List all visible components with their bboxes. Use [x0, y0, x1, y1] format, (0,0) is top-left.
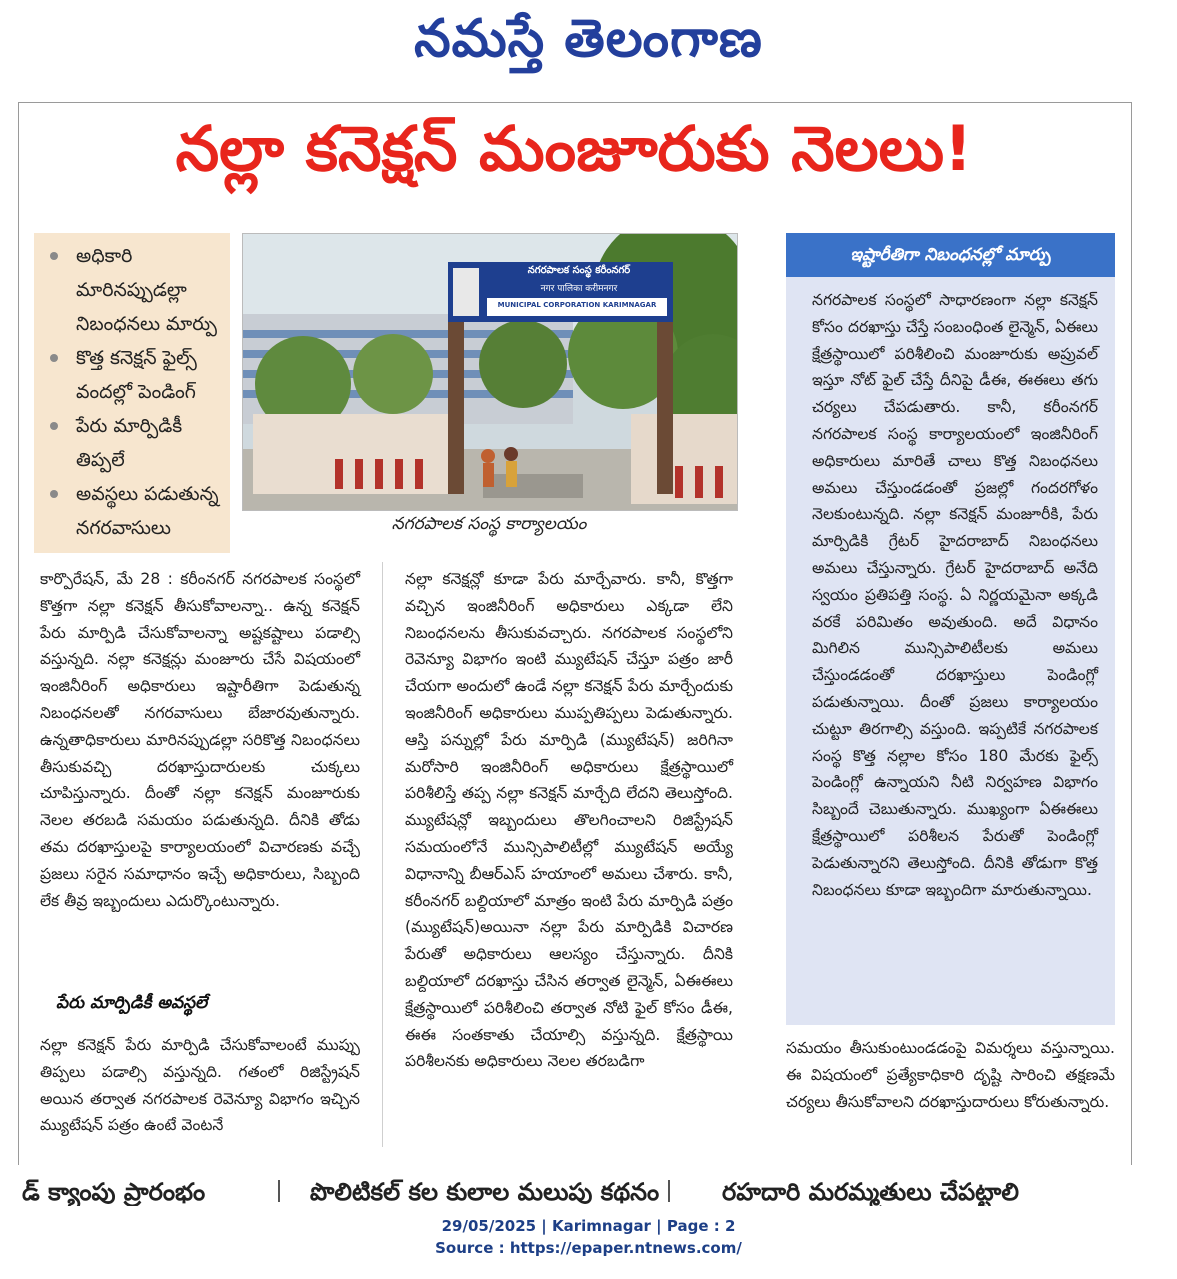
- municipal-office-photo: [242, 233, 738, 511]
- footer: [0, 1215, 1177, 1259]
- strip-headline: రహదారి మరమ్మతులు చేపట్టాలి: [722, 1178, 1020, 1206]
- strip-headline: పొలిటికల్ కల కులాల మలుపు కథనం: [310, 1178, 660, 1206]
- article-column-2: [405, 566, 733, 1075]
- headline: నల్లా కనెక్షన్ మంజూరుకు నెలలు!: [175, 112, 973, 185]
- sign-hindi: नगर पालिका करीमनगर: [540, 284, 618, 294]
- sidebar-paragraph: నగరపాలక సంస్థలో సాధారణంగా నల్లా కనెక్షన్ కోసం దరఖాస్తు చేస్తే సంబంధింత లైన్మెన్, ఏఈలు క్షేత్రస్థాయిలో పరిశీలించి మంజూరుకు అప్రువల్ ఇస్తూ నోట్ ఫైల్ చేస్తే దీనిపై డీఈ, ఈఈలు తగు చర్యలు చేపడుతారు. కానీ, కరీంనగర్ నగరపాలక సంస్థ కార్యాలయంలో ఇంజినీరింగ్ అధికారులు మారితే చాలు కొత్త నిబంధనలు అమలు చేస్తుండడంతో ప్రజల్లో గందరగోళం నెలకుంటున్నది. నల్లా కనెక్షన్ మంజూరీకి, పేరు మార్పిడికి గ్రేటర్ హైదరాబాద్ నిబంధనలు అమలు చేస్తున్నారు. గ్రేటర్ హైదరాబాద్ అనేది స్వయం ప్రతిపత్తి సంస్థ. ఏ నిర్ణయమైనా అక్కడి వరకే పరిమితం అవుతుంది. అదే విధానం మిగిలిన మున్సిపాలిటీలకు అమలు చేస్తుండడంతో దరఖాస్తులు పెండింగ్లో పడుతున్నాయి. దీంతో ప్రజలు కార్యాలయం చుట్టూ తిరగాల్సి వస్తుంది. ఇప్పటికే నగరపాలక సంస్థ కొత్త నల్లాల కోసం 180 మేరకు ఫైల్స్ పెండింగ్లో ఉన్నాయని నీటి నిర్వహణ విభాగం సిబ్బందే చెబుతున్నారు. ముఖ్యంగా ఏఈఈలు క్షేత్రస్థాయిలో పరిశీలన పేరుతో పెండింగ్లో పెడుతున్నారని తెలుస్తోంది. దీనికి తోడుగా కొత్త నిబంధనలు కూడా ఇబ్బందిగా మారుతున్నాయి.: [812, 291, 1098, 899]
- article-subheading: పేరు మార్పిడికీ అవస్థలే: [56, 993, 208, 1013]
- sign-english: MUNICIPAL CORPORATION KARIMNAGAR: [497, 301, 657, 309]
- sidebar-title: ఇష్టారీతిగా నిబంధనల్లో మార్పు: [786, 233, 1115, 277]
- sign-telugu: నగరపాలక సంస్థ కరీంనగర్: [527, 265, 631, 276]
- masthead-logo: నమస్తే తెలంగాణ: [414, 8, 763, 69]
- article-paragraph: సమయం తీసుకుంటుండడంపై విమర్శలు వస్తున్నాయి. ఈ విషయంలో ప్రత్యేకాధికారి దృష్టి సారించి తక్షణమే చర్యలు తీసుకోవాలని దరఖాస్తుదారులు కోరుతున్నారు.: [786, 1039, 1115, 1111]
- bullet-icon: [50, 354, 58, 362]
- article-column-3-continued: [786, 1035, 1115, 1115]
- bullet-icon: [50, 252, 58, 260]
- photo-caption: నగరపాలక సంస్థ కార్యాలయం: [391, 514, 587, 534]
- bullet-icon: [50, 490, 58, 498]
- highlight-item: కొత్త కనెక్షన్ ఫైల్స్ వందల్లో పెండింగ్: [44, 341, 226, 409]
- next-stories-strip: [0, 1178, 1177, 1206]
- article-paragraph: నల్లా కనెక్షన్లో కూడా పేరు మార్చేవారు. కానీ, కొత్తగా వచ్చిన ఇంజినీరింగ్ అధికారులు ఎక్కడా లేని నిబంధనలను తీసుకువచ్చారు. నగరపాలక సంస్థలోని రెవెన్యూ విభాగం ఇంటి మ్యుటేషన్ చేస్తూ పత్రం జారీ చేయగా అందులో ఉండే నల్లా కనెక్షన్ పేరు మార్చేందుకు ఇంజినీరింగ్ అధికారులు ముప్పతిప్పలు పెడుతున్నారు. ఆస్తి పన్నుల్లో పేరు మార్పిడి (మ్యుటేషన్) జరిగినా మరోసారి ఇంజినీరింగ్ అధికారులు క్షేత్రస్థాయిలో పరిశీలిస్తే తప్ప నల్లా కనెక్షన్ మార్చేది లేదని తెలుస్తోంది. మ్యుటేషన్లో ఇబ్బందులు తొలగించాలని రిజిస్ట్రేషన్ సమయంలోనే మున్సిపాలిటీల్లో మ్యుటేషన్ అయ్యే విధానాన్ని బీఆర్ఎస్ హయాంలో అమలు చేశారు. కానీ, కరీంనగర్ బల్దియాలో మాత్రం ఇంటి పేరు మార్పిడి పత్రం (మ్యుటేషన్)అయినా నల్లా పేరు మార్పిడికి విచారణ పేరుతో అధికారులు ఆలస్యం చేస్తున్నారు. దీనికి బల్దియాలో దరఖాస్తు చేసిన తర్వాత లైన్మెన్, ఏఈఈలు క్షేత్రస్థాయిలో పరిశీలించి తర్వాత నోటి ఫైల్ కోసం డీఈ, ఈఈ సంతకాతు చేయాల్సి వస్తున్నది. క్షేత్రస్థాయి పరిశీలనకు అధికారులు నెలల తరబడిగా: [405, 570, 733, 1071]
- highlight-item: అధికారి మారినప్పుడల్లా నిబంధనలు మార్పు: [44, 239, 226, 341]
- article-column-1-continued: [40, 1032, 360, 1139]
- strip-separator: [668, 1180, 670, 1202]
- article-column-1: [40, 566, 360, 914]
- article-paragraph: కార్పొరేషన్, మే 28 : కరీంనగర్ నగరపాలక సంస్థలో కొత్తగా నల్లా కనెక్షన్ తీసుకోవాలన్నా.. ఉన్న కనెక్షన్ పేరు మార్పిడి చేసుకోవాలన్నా అష్టకష్టాలు పడాల్సి వస్తున్నది. నల్లా కనెక్షన్లు మంజూరు చేసే విషయంలో ఇంజినీరింగ్ అధికారులు ఇష్టారీతిగా పెడుతున్న నిబంధనలతో నగరవాసులు బేజారవుతున్నారు. ఉన్నతాధికారులు మారినప్పుడల్లా సరికొత్త నిబంధనలు తీసుకువచ్చి దరఖాస్తుదారులకు చుక్కలు చూపిస్తున్నారు. దీంతో నల్లా కనెక్షన్ మంజూరుకు నెలల తరబడి సమయం పడుతున్నది. దీనికి తోడు తమ దరఖాస్తులపై కార్యాలయంలో విచారణకు వచ్చే ప్రజలు సరైన సమాధానం ఇచ్చే అధికారులు, సిబ్బంది లేక తీవ్ర ఇబ్బందులు ఎదుర్కొంటున్నారు.: [40, 570, 360, 910]
- sidebar-body: [812, 287, 1098, 903]
- column-divider: [382, 562, 383, 1147]
- bullet-icon: [50, 422, 58, 430]
- highlights-box: [34, 233, 230, 553]
- footer-date-edition: 29/05/2025 | Karimnagar | Page : 2: [441, 1217, 736, 1235]
- article-paragraph: నల్లా కనెక్షన్ పేరు మార్పిడి చేసుకోవాలంటే ముప్పు తిప్పలు పడాల్సి వస్తున్నది. గతంలో రిజిస్ట్రేషన్ అయిన తర్వాత నగరపాలక రెవెన్యూ విభాగం ఇచ్చిన మ్యుటేషన్ పత్రం ఉంటే వెంటనే: [40, 1036, 360, 1135]
- highlight-item: పేరు మార్పిడికీ తిప్పలే: [44, 409, 226, 477]
- strip-separator: [278, 1180, 280, 1202]
- footer-source: Source : https://epaper.ntnews.com/: [435, 1239, 742, 1257]
- highlight-item: అవస్థలు పడుతున్న నగరవాసులు: [44, 477, 226, 545]
- strip-headline: డ్ క్యాంపు ప్రారంభం: [22, 1178, 206, 1206]
